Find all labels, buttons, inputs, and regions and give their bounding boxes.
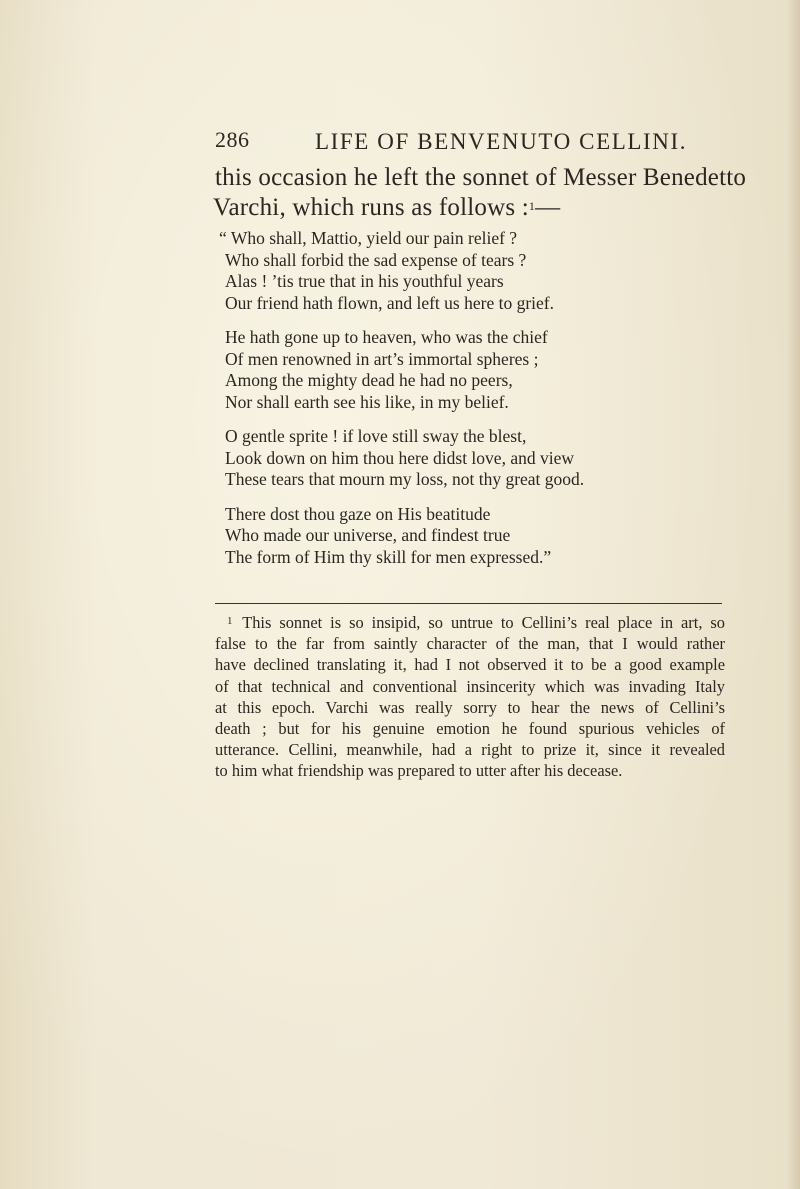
intro-line-1: this occasion he left the sonnet of Messer Benedetto <box>215 164 747 191</box>
footnote-line <box>215 612 725 633</box>
sonnet-line: He hath gone up to heaven, who was the chief <box>225 327 548 347</box>
page-edge-shadow <box>786 0 800 1189</box>
footnote-line: have declined translating it, had I not observed it to be a good example <box>215 655 725 675</box>
intro-line-2 <box>213 193 775 223</box>
footnote-line: of that technical and conventional insincerity which was invading Italy <box>215 676 725 696</box>
footnote-line-text: This sonnet is so insipid, so untrue to Cellini’s real place in art, so <box>242 613 725 632</box>
sonnet-stanza-2 <box>225 327 745 413</box>
sonnet-line: Look down on him thou here didst love, and view <box>225 447 574 468</box>
sonnet-line: The form of Him thy skill for men expressed.” <box>225 546 552 567</box>
running-head: LIFE OF BENVENUTO CELLINI. <box>315 129 688 154</box>
sonnet-line: “ Who shall, Mattio, yield our pain relief ? <box>219 228 518 248</box>
footnote-line: death ; but for his genuine emotion he found spurious vehicles of <box>215 719 725 739</box>
sonnet-line: Who made our universe, and findest true <box>225 525 511 545</box>
sonnet-stanza-3 <box>225 426 745 491</box>
page-header <box>215 127 775 167</box>
sonnet-line: O gentle sprite ! if love still sway the blest, <box>225 426 527 446</box>
sonnet <box>219 228 745 581</box>
sonnet-line: Our friend hath flown, and left us here to grief. <box>225 292 554 313</box>
intro-paragraph <box>215 163 775 223</box>
sonnet-line: Who shall forbid the sad expense of tears ? <box>225 249 527 270</box>
sonnet-stanza-4 <box>225 504 745 569</box>
sonnet-line: Nor shall earth see his like, in my belief. <box>225 391 509 412</box>
sonnet-line: Among the mighty dead he had no peers, <box>225 370 513 390</box>
footnote-number: 1 <box>227 615 233 627</box>
page-number: 286 <box>215 127 250 152</box>
sonnet-line: Of men renowned in art’s immortal spheres ; <box>225 348 539 369</box>
footnote-line: utterance. Cellini, meanwhile, had a right to prize it, since it revealed <box>215 740 725 760</box>
intro-line-2-dash: — <box>535 194 561 221</box>
sonnet-line: These tears that mourn my loss, not thy great good. <box>225 469 585 489</box>
footnote-divider <box>215 603 722 604</box>
footnote-reference: 1 <box>528 199 536 213</box>
footnote-line: to him what friendship was prepared to utter after his decease. <box>215 761 623 781</box>
footnote-line: at this epoch. Varchi was really sorry to hear the news of Cellini’s <box>215 697 725 717</box>
sonnet-stanza-1 <box>219 228 745 314</box>
footnote <box>215 612 725 782</box>
intro-line-2-text: Varchi, which runs as follows : <box>213 194 529 221</box>
sonnet-line: There dost thou gaze on His beatitude <box>225 503 491 524</box>
footnote-line: false to the far from saintly character of the man, that I would rather <box>215 634 725 654</box>
sonnet-line: Alas ! ’tis true that in his youthful years <box>225 271 504 291</box>
